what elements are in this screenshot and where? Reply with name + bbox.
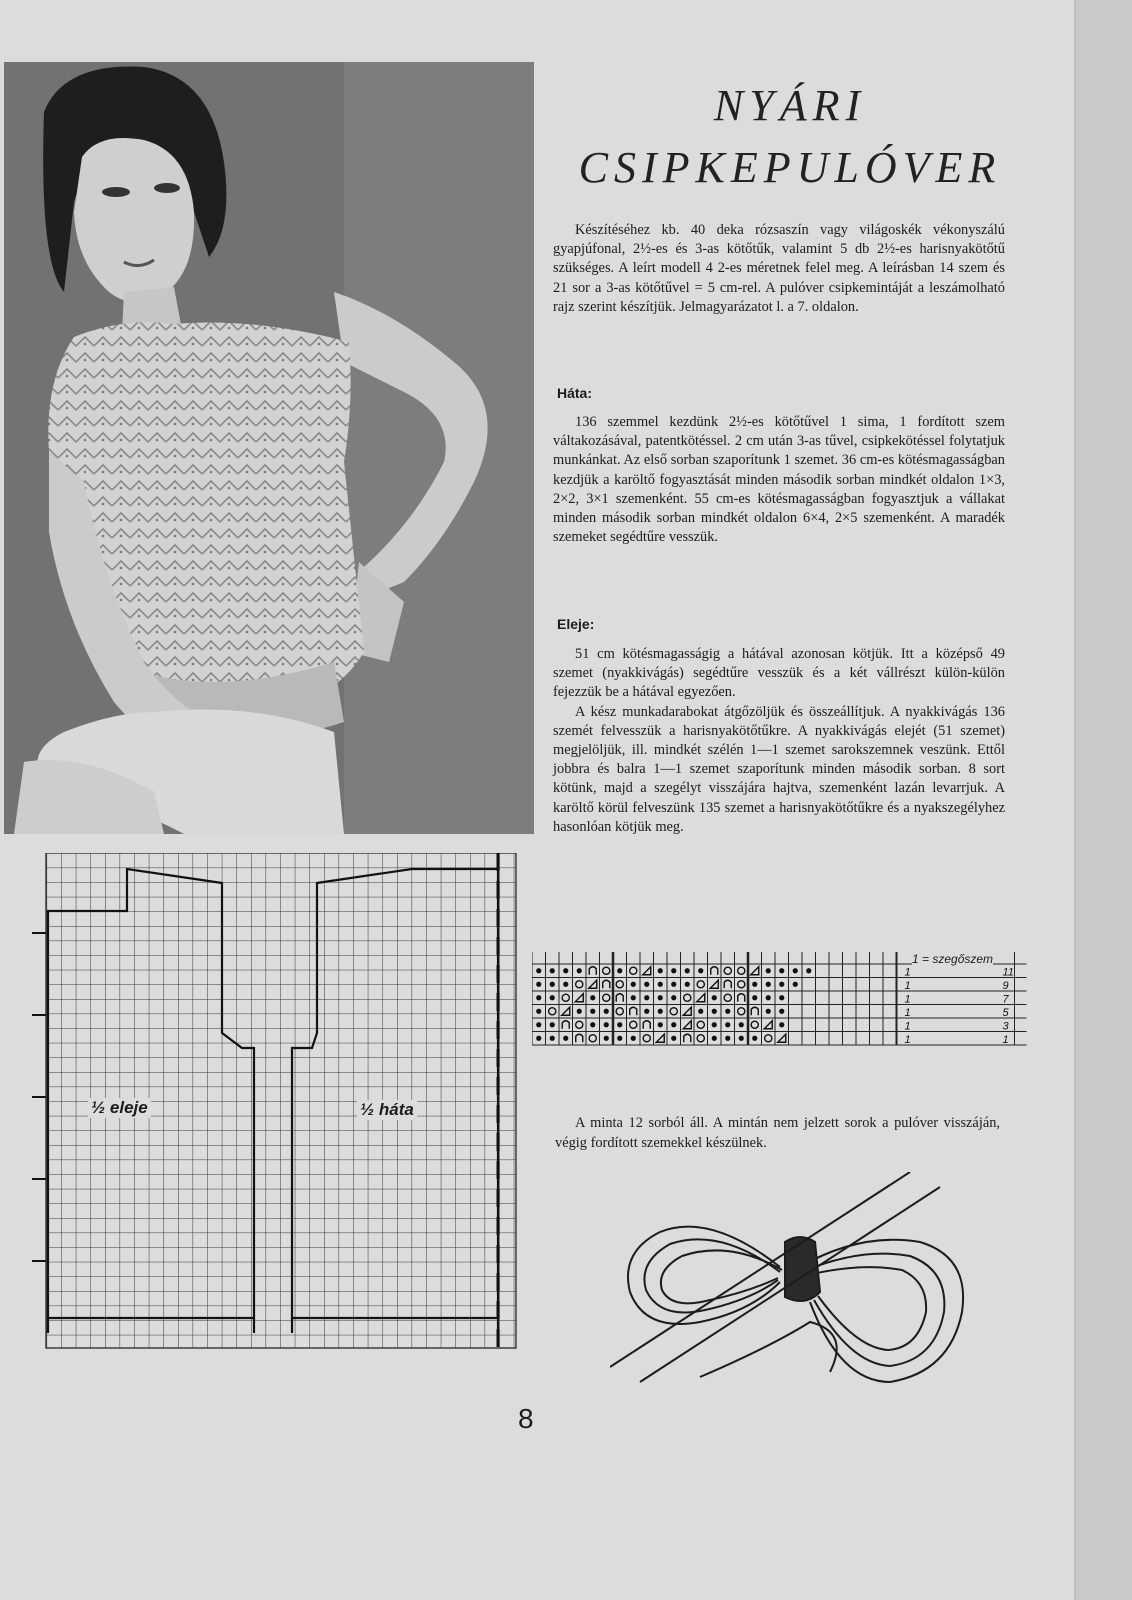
stitch-symbol [562, 994, 569, 1001]
stitch-symbol [685, 982, 690, 987]
stitch-symbol [603, 980, 610, 988]
stitch-symbol [604, 1022, 609, 1027]
model-photo [4, 62, 534, 834]
stitch-symbol [550, 982, 555, 987]
stitch-symbol [589, 980, 597, 988]
stitch-symbol [725, 1009, 730, 1014]
stitch-symbol [671, 995, 676, 1000]
stitch-symbol [563, 982, 568, 987]
stitch-symbol [550, 1022, 555, 1027]
stitch-symbol [779, 995, 784, 1000]
intro-text [553, 221, 1005, 317]
row-mark: 1 [904, 993, 911, 1006]
stitch-symbol [710, 980, 718, 988]
stitch-symbol [576, 1034, 583, 1042]
stitch-symbol [698, 968, 703, 973]
stitch-symbol [617, 968, 622, 973]
stitch-symbol [549, 1008, 556, 1015]
stitch-symbol [697, 981, 704, 988]
front-heading: Eleje: [557, 616, 595, 632]
stitch-symbol [738, 981, 745, 988]
stitch-symbol [671, 1022, 676, 1027]
stitch-symbol [550, 968, 555, 973]
pattern-caption [555, 1114, 1000, 1153]
stitch-symbol [536, 982, 541, 987]
stitch-symbol [603, 967, 610, 974]
back-heading: Háta: [557, 385, 593, 401]
stitch-symbol [765, 1035, 772, 1042]
stitch-symbol [766, 982, 771, 987]
stitch-symbol [631, 995, 636, 1000]
stitch-symbol [577, 968, 582, 973]
stitch-symbol [751, 1007, 758, 1015]
stitch-symbol [631, 1036, 636, 1041]
stitch-symbol [617, 1022, 622, 1027]
stitch-symbol [697, 1021, 704, 1028]
stitch-symbol [590, 1022, 595, 1027]
stitch-symbol [766, 1009, 771, 1014]
stitch-symbol [685, 968, 690, 973]
title-line-2: CSIPKEPULÓVER [578, 143, 1002, 192]
stitch-symbol [616, 981, 623, 988]
stitch-symbol [778, 1034, 786, 1042]
stitch-symbol [643, 1021, 650, 1029]
stitch-symbol [698, 1009, 703, 1014]
stitch-symbol [806, 968, 811, 973]
row-number: 9 [1002, 980, 1009, 992]
stitch-symbol [793, 968, 798, 973]
stitch-symbol [589, 967, 596, 975]
stitch-symbol [631, 982, 636, 987]
page-number: 8 [518, 1403, 534, 1434]
edge-stitch-label: 1 = szegőszem [912, 952, 994, 966]
article-title [540, 75, 1040, 199]
stitch-symbol [712, 1036, 717, 1041]
stitch-symbol [550, 995, 555, 1000]
stitch-symbol [751, 1021, 758, 1028]
stitch-symbol [724, 994, 731, 1001]
stitch-symbol [725, 1036, 730, 1041]
stitch-symbol [589, 1035, 596, 1042]
stitch-symbol [536, 1009, 541, 1014]
stitch-symbol [751, 967, 759, 975]
stitch-symbol [766, 968, 771, 973]
caption-text: A minta 12 sorból áll. A mintán nem jelzett sorok a pulóver visszáján, végig fordított szemekkel készülnek. [555, 1115, 1000, 1151]
row-number: 7 [1002, 993, 1009, 1006]
row-number: 5 [1002, 1007, 1009, 1019]
stitch-symbol [779, 1022, 784, 1027]
yarn-drawing [610, 1172, 990, 1392]
stitch-symbol [779, 982, 784, 987]
stitch-symbol [576, 1021, 583, 1028]
stitch-symbol [738, 1008, 745, 1015]
lace-pattern-chart [532, 952, 1072, 1070]
stitch-symbol [671, 982, 676, 987]
stitch-symbol [643, 967, 651, 975]
front-paragraph-1: 51 cm kötésmagasságig a hátával azonosan kötjük. Itt a középső 49 szemet (nyakkivágás) segédtűre vesszük és a két vállrészt külön-külön fejezzük be a hátával egyezően. [553, 646, 1005, 701]
stitch-symbol [590, 1009, 595, 1014]
stitch-symbol [764, 1021, 772, 1029]
pattern-schematic [32, 853, 528, 1383]
row-mark: 1 [904, 966, 911, 979]
stitch-symbol [683, 1021, 691, 1029]
stitch-symbol [658, 982, 663, 987]
stitch-symbol [644, 982, 649, 987]
stitch-symbol [643, 1035, 650, 1042]
front-half-label: ½ eleje [88, 1098, 151, 1118]
stitch-symbol [712, 995, 717, 1000]
row-number: 3 [1002, 1020, 1009, 1033]
stitch-symbol [793, 982, 798, 987]
row-mark: 1 [904, 1020, 911, 1033]
stitch-symbol [724, 980, 731, 988]
stitch-symbol [644, 1009, 649, 1014]
stitch-symbol [738, 994, 745, 1002]
stitch-symbol [658, 995, 663, 1000]
page-edge [1074, 0, 1132, 1600]
stitch-symbol [725, 1022, 730, 1027]
stitch-symbol [590, 995, 595, 1000]
back-text [553, 413, 1005, 547]
stitch-symbol [603, 994, 610, 1001]
stitch-symbol [550, 1036, 555, 1041]
stitch-symbol [562, 1021, 569, 1029]
stitch-symbol [739, 1022, 744, 1027]
stitch-symbol [604, 1036, 609, 1041]
stitch-symbol [644, 995, 649, 1000]
stitch-symbol [575, 994, 583, 1002]
stitch-symbol [683, 1007, 691, 1015]
stitch-symbol [779, 1009, 784, 1014]
stitch-symbol [724, 967, 731, 974]
stitch-symbol [752, 995, 757, 1000]
stitch-symbol [684, 994, 691, 1001]
stitch-symbol [670, 1008, 677, 1015]
row-mark: 1 [904, 1034, 911, 1046]
stitch-symbol [630, 1007, 637, 1015]
stitch-symbol [656, 1034, 664, 1042]
stitch-symbol [738, 967, 745, 974]
stitch-symbol [766, 995, 771, 1000]
row-number: 1 [1002, 1034, 1009, 1046]
stitch-symbol [684, 1034, 691, 1042]
stitch-symbol [779, 968, 784, 973]
front-paragraph-2: A kész munkadarabokat átgőzöljük és összeállítjuk. A nyakkivágás 136 szemét felvesszük a harisnyakötőtűkre. A nyakkivágás elejét (51 szemet) megjelöljük, ill. mindkét szélén 1—1 szemet sarokszemnek veszünk. Ettől jobbra és balra 1—1 szemet szaporítunk minden második sorban. 8 sort kötünk, majd a szegélyt visszájára hajtva, szemenként lazán levarrjuk. A karöltő körül felveszünk 135 szemet a harisnyakötőtűkre és a nyakszegélyhez hasonlóan kötjük meg. [553, 703, 1005, 835]
stitch-symbol [752, 1036, 757, 1041]
stitch-symbol [616, 994, 623, 1002]
title-line-1: NYÁRI [713, 81, 867, 130]
row-mark: 1 [904, 1007, 911, 1019]
model-illustration [4, 62, 534, 834]
stitch-symbol [536, 1036, 541, 1041]
stitch-symbol [563, 1036, 568, 1041]
stitch-symbol [739, 1036, 744, 1041]
stitch-symbol [697, 1035, 704, 1042]
stitch-symbol [536, 968, 541, 973]
stitch-symbol [671, 1036, 676, 1041]
stitch-symbol [658, 1009, 663, 1014]
stitch-symbol [697, 994, 705, 1002]
row-number: 11 [1002, 966, 1014, 979]
yarn-skein-illustration [610, 1172, 990, 1392]
back-half-label: ½ háta [357, 1100, 417, 1120]
stitch-symbol [617, 1036, 622, 1041]
stitch-symbol [563, 968, 568, 973]
lace-chart-grid [532, 952, 1072, 1070]
stitch-symbol [616, 1008, 623, 1015]
stitch-symbol [711, 967, 718, 975]
front-text [553, 645, 1005, 837]
stitch-symbol [630, 967, 637, 974]
back-paragraph: 136 szemmel kezdünk 2½-es kötőtűvel 1 sima, 1 fordított szem váltakozásával, patentkötéssel. 2 cm után 3-as tűvel, csipkekötéssel folytatjuk munkánkat. Az első sorban szaporítunk 1 szemet. 36 cm-es kötésmagasságban kezdjük a karöltő fogyasztását minden második sorban mindkét oldalon 1×3, 2×2, 3×1 szemenként. 55 cm-es kötésmagasságban fogyasztjuk a vállakat minden második sorban mindkét oldalon 6×4, 2×5 szemenként. A maradék szemeket segédtűre vesszük. [553, 414, 1005, 546]
stitch-symbol [712, 1009, 717, 1014]
stitch-symbol [536, 1022, 541, 1027]
stitch-symbol [671, 968, 676, 973]
stitch-symbol [577, 1009, 582, 1014]
intro-paragraph: Készítéséhez kb. 40 deka rózsaszín vagy világoskék vékonyszálú gyapjúfonal, 2½-es és 3-as kötőtűk, valamint 5 db 2½-es harisnyakötőtű szükséges. A leírt modell 4 2-es méretnek felel meg. A leírásban 14 szem és 21 sor a 3-as kötőtűvel = 5 cm-rel. A pulóver csipkemintáját a leszámolható rajz szerint készítjük. Jelmagyarázatot l. a 7. oldalon. [553, 222, 1005, 315]
stitch-symbol [576, 981, 583, 988]
row-mark: 1 [904, 980, 911, 992]
stitch-symbol [752, 982, 757, 987]
stitch-symbol [712, 1022, 717, 1027]
stitch-symbol [604, 1009, 609, 1014]
stitch-symbol [658, 1022, 663, 1027]
stitch-symbol [562, 1007, 570, 1015]
schematic-grid [32, 853, 528, 1383]
stitch-symbol [536, 995, 541, 1000]
stitch-symbol [630, 1021, 637, 1028]
stitch-symbol [658, 968, 663, 973]
